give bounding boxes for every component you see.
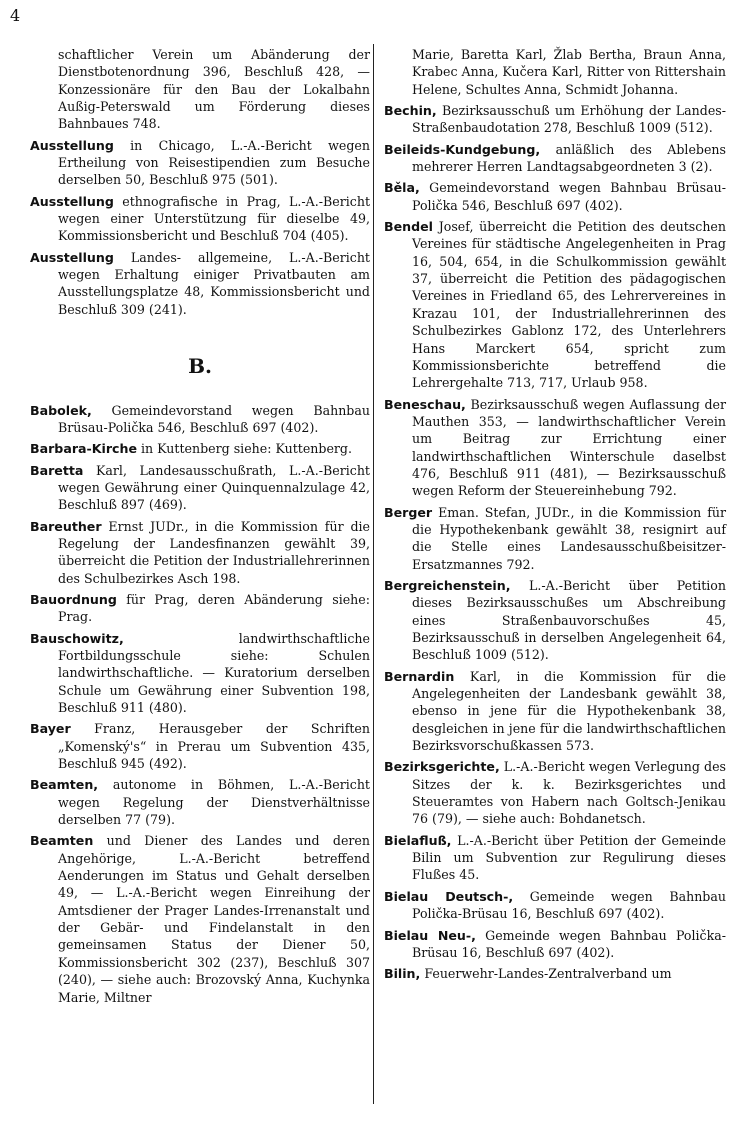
index-entry [384,577,726,664]
index-entry [30,46,370,133]
index-text: Gemeindevorstand wegen Bahnbau Brüsau-Polička 546, Beschluß 697 (402). [412,180,726,213]
index-text: ethnografische in Prag, L.-A.-Bericht wegen einer Unterstützung für dieselbe 49, Kommissionsbericht und Beschluß 704 (405). [58,193,370,244]
index-term: Berger [384,504,433,520]
index-entry [30,518,370,587]
index-entry [30,402,370,437]
index-entry [384,46,726,98]
page-number: 4 [10,6,21,25]
index-term: Bielau Deutsch-, [384,888,514,904]
index-term: Bernardin [384,668,455,684]
left-entries-b [30,402,370,1006]
index-term: Bauschowitz, [30,630,124,646]
index-entry [384,179,726,214]
index-entry [384,888,726,923]
section-letter: B. [188,354,212,379]
index-term: Bezirksgerichte, [384,759,500,775]
index-term: Ausstellung [30,249,114,265]
index-entry [30,462,370,514]
index-text: und Diener des Landes und deren Angehörige, L.-A.-Bericht betreffend Aenderungen im Status und Gehalt derselben 49, — L.-A.-Bericht wegen Einreihung der Amtsdiener der Prager Landes-Irrenanstalt und der Gebär- und Findelanstalt in den gemeinsamen Status der Diener 50, Kommissionsbericht 302 (237), Beschluß 307 (240), — siehe auch: Brozovský Anna, Kuchynka Marie, Miltner [58,833,370,1005]
index-term: Babolek, [30,402,92,418]
index-text: Feuerwehr-Landes-Zentralverband um [420,966,672,982]
index-term: Beamten [30,833,94,849]
index-term: Bauordnung [30,591,117,607]
index-term: Beileids-Kundgebung, [384,141,541,157]
index-term: Bergreichenstein, [384,577,511,593]
index-entry [384,218,726,391]
index-entry [30,720,370,772]
index-text: Karl, in die Kommission für die Angelegenheiten der Landesbank gewählt 38, ebenso in jene für die Hypothekenbank 38, desgleichen in jene für die landwirthschaftlichen Bezirksvorschußkassen 573. [412,668,726,754]
left-column [30,46,370,1010]
index-entry [384,927,726,962]
index-entry [30,440,370,457]
index-text: Gemeindevorstand wegen Bahnbau Brüsau-Polička 546, Beschluß 697 (402). [58,402,370,435]
index-entry [30,137,370,189]
index-term: Bendel [384,219,433,235]
index-text: Josef, überreicht die Petition des deutschen Vereines für städtische Angelegenheiten in Prag 16, 504, 654, in die Schulkommission gewählt 37, überreicht die Petition des pädagogischen Vereines in Friedland 65, des Lehrervereines in Krazau 101, der Industriallehrerinnen des Schulbezirkes Gablonz 172, des Unterlehrers Hans Marckert 654, spricht zum Kommissionsberichte betreffend die Lehrergehalte 713, 717, Urlaub 958. [412,219,726,391]
index-term: Barbara-Kirche [30,441,138,457]
index-term: Bareuther [30,518,102,534]
index-term: Bilin, [384,966,421,982]
index-text: in Chicago, L.-A.-Bericht wegen Ertheilung von Reisestipendien zum Besuche derselben 50, Beschluß 975 (501). [58,137,370,188]
index-text: landwirthschaftliche Fortbildungsschule siehe: Schulen landwirthschaftliche. — Kuratorium derselben Schule um Gewährung einer Subvention 198, Beschluß 911 (480). [58,630,370,715]
index-term: Běla, [384,180,420,196]
index-text: Ernst JUDr., in die Kommission für die Regelung der Landesfinanzen gewählt 39, überreicht die Petition der Industriallehrerinnen des Schulbezirkes Asch 198. [58,518,370,586]
index-entry [384,396,726,500]
index-term: Bechin, [384,103,437,119]
index-text: Gemeinde wegen Bahnbau Polička-Brüsau 16, Beschluß 697 (402). [412,888,726,922]
index-entry [30,832,370,1005]
index-text: L.-A.-Bericht wegen Verlegung des Sitzes der k. k. Bezirksgerichtes und Steueramtes von Habern nach Goltsch-Jenikau 76 (79), — siehe auch: Bohdanetsch. [412,759,726,827]
index-entry [30,630,370,717]
index-text: Eman. Stefan, JUDr., in die Kommission für die Hypothekenbank gewählt 38, resignirt auf die Stelle eines Landesausschußbeisitzer-Ersatzmannes 792. [412,504,726,572]
index-term: Bielafluß, [384,832,452,848]
index-text: L.-A.-Bericht über Petition der Gemeinde Bilin um Subvention zur Regulirung dieses Flußes 45. [412,832,726,883]
index-entry [30,776,370,828]
index-entry [384,504,726,573]
index-entry [384,102,726,137]
index-text: Bezirksausschuß um Erhöhung der Landes-Straßenbaudotation 278, Beschluß 1009 (512). [412,103,726,136]
index-text: Landes- allgemeine, L.-A.-Bericht wegen Erhaltung einiger Privatbauten am Ausstellungsplatze 48, Kommissionsbericht und Beschluß 309 (241). [58,249,370,317]
index-text: L.-A.-Bericht über Petition dieses Bezirksausschußes um Abschreibung eines Straßenbauvorschußes 45, Bezirksausschuß in derselben Angelegenheit 64, Beschluß 1009 (512). [412,577,726,663]
index-term: Baretta [30,462,84,478]
index-term: Bielau Neu-, [384,927,476,943]
index-entry [384,832,726,884]
index-text: für Prag, deren Abänderung siehe: Prag. [58,591,370,625]
index-term: Ausstellung [30,193,114,209]
index-text: Franz, Herausgeber der Schriften „Komenský's“ in Prerau um Subvention 435, Beschluß 945 (492). [58,721,370,772]
index-entry [30,249,370,318]
index-entry [384,758,726,827]
index-text: autonome in Böhmen, L.-A.-Bericht wegen Regelung der Dienstverhältnisse derselben 77 (79). [58,777,370,828]
index-text: Bezirksausschuß wegen Auflassung der Mauthen 353, — landwirthschaftlicher Verein um Beitrag zur Errichtung einer landwirthschaftlichen Winterschule daselbst 476, Beschluß 911 (481), — Bezirksausschuß wegen Reform der Steuereinhebung 792. [412,396,726,499]
index-term: Beamten, [30,777,99,793]
right-entries [384,46,726,983]
index-term: Beneschau, [384,396,466,412]
index-entry [384,141,726,176]
index-entry [30,591,370,626]
index-text: Karl, Landesausschußrath, L.-A.-Bericht wegen Gewährung einer Quinquennalzulage 42, Beschluß 897 (469). [58,462,370,513]
index-term: Ausstellung [30,137,114,153]
index-entry [384,965,726,982]
right-column [384,46,726,987]
column-divider [373,44,374,1104]
index-text: Gemeinde wegen Bahnbau Polička-Brüsau 16, Beschluß 697 (402). [412,927,726,960]
index-term: Bayer [30,721,71,737]
index-text: schaftlicher Verein um Abänderung der Dienstbotenordnung 396, Beschluß 428, — Konzessionäre für den Bau der Lokalbahn Außig-Peterswald um Förderung dieses Bahnbaues 748. [58,47,370,132]
index-text: in Kuttenberg siehe: Kuttenberg. [137,441,352,457]
left-entries-a [30,46,370,318]
index-entry [30,193,370,245]
index-text: anläßlich des Ablebens mehrerer Herren Landtagsabgeordneten 3 (2). [412,141,726,175]
index-text: Marie, Baretta Karl, Žlab Bertha, Braun Anna, Krabec Anna, Kučera Karl, Ritter von Rittershain Helene, Schultes Anna, Schmidt Johanna. [412,47,726,97]
index-entry [384,668,726,755]
